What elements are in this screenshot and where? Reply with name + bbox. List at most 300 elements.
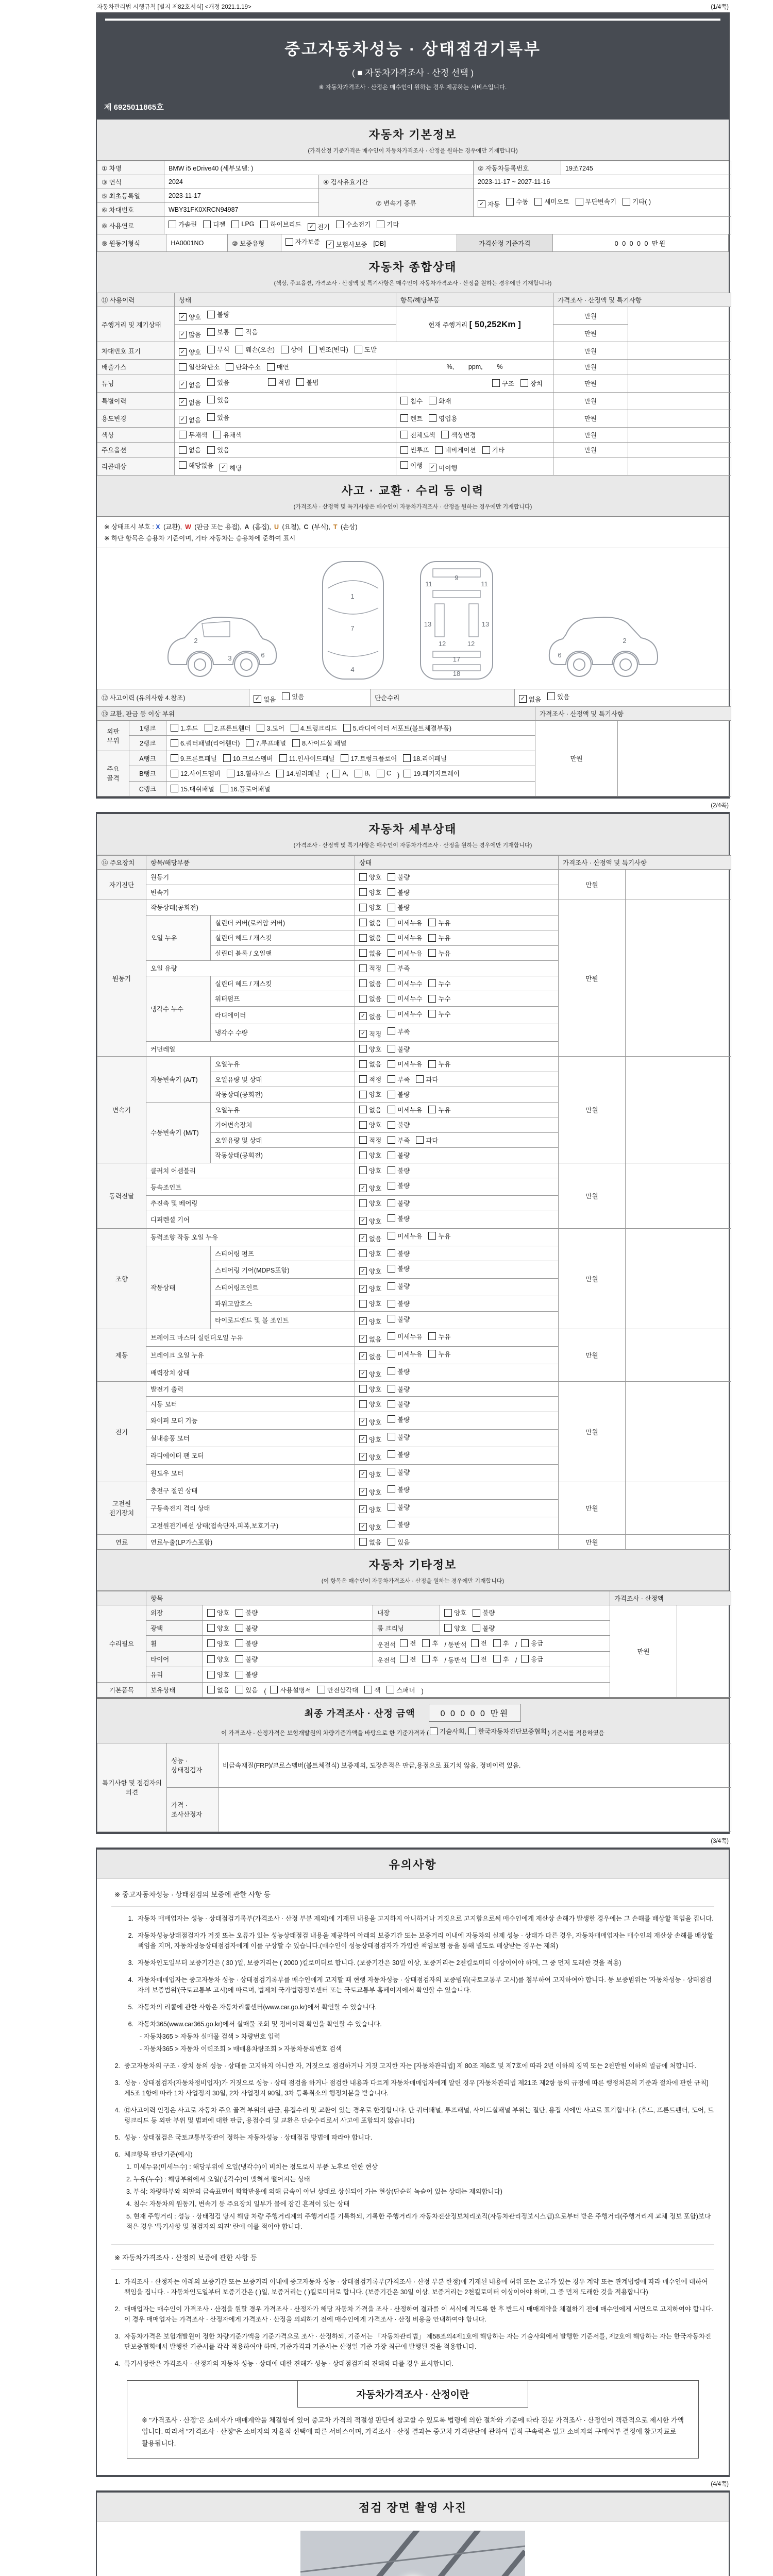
checkbox-option[interactable] [355, 345, 377, 354]
checkbox-option[interactable] [359, 1487, 381, 1497]
unchecked-checkbox-icon[interactable] [388, 934, 395, 942]
unchecked-checkbox-icon[interactable] [359, 1538, 367, 1546]
checkbox-option[interactable] [388, 1214, 410, 1223]
unchecked-checkbox-icon[interactable] [428, 919, 436, 926]
checkbox-option[interactable] [332, 770, 348, 777]
checkbox-option[interactable] [179, 362, 220, 371]
checkbox-option[interactable] [205, 723, 251, 733]
unchecked-checkbox-icon[interactable] [404, 770, 411, 777]
unchecked-checkbox-icon[interactable] [547, 692, 555, 700]
checkbox-option[interactable] [377, 219, 399, 229]
unchecked-checkbox-icon[interactable] [429, 414, 436, 422]
unchecked-checkbox-icon[interactable] [388, 1121, 395, 1129]
checkbox-option[interactable] [207, 1639, 229, 1648]
unchecked-checkbox-icon[interactable] [482, 446, 490, 454]
unchecked-checkbox-icon[interactable] [257, 724, 264, 732]
unchecked-checkbox-icon[interactable] [388, 1468, 395, 1476]
checked-checkbox-icon[interactable]: ✓ [359, 1435, 367, 1443]
checkbox-option[interactable] [359, 1150, 381, 1160]
checkbox-option[interactable] [246, 738, 286, 748]
unchecked-checkbox-icon[interactable] [207, 378, 215, 386]
checkbox-option[interactable] [388, 1198, 410, 1208]
checkbox-option[interactable] [388, 1281, 410, 1291]
checkbox-option[interactable] [203, 219, 225, 229]
checkbox-option[interactable] [428, 1231, 450, 1241]
unchecked-checkbox-icon[interactable] [207, 1639, 215, 1647]
unchecked-checkbox-icon[interactable] [428, 979, 436, 987]
checkbox-option[interactable] [359, 1399, 381, 1409]
unchecked-checkbox-icon[interactable] [388, 1075, 395, 1083]
unchecked-checkbox-icon[interactable] [207, 413, 215, 421]
checkbox-option[interactable] [471, 1654, 487, 1664]
unchecked-checkbox-icon[interactable] [236, 1609, 243, 1617]
unchecked-checkbox-icon[interactable] [359, 1045, 367, 1053]
unchecked-checkbox-icon[interactable] [236, 1624, 243, 1632]
checkbox-option[interactable] [281, 345, 303, 354]
checkbox-option[interactable] [388, 933, 422, 942]
unchecked-checkbox-icon[interactable] [429, 397, 436, 404]
unchecked-checkbox-icon[interactable] [428, 949, 436, 957]
checkbox-option[interactable] [493, 1638, 509, 1648]
checkbox-option[interactable] [326, 240, 367, 249]
checkbox-option[interactable] [359, 1417, 381, 1427]
checkbox-option[interactable] [359, 1120, 381, 1129]
checkbox-option[interactable] [179, 347, 201, 357]
checkbox-option[interactable] [359, 1284, 381, 1293]
checkbox-option[interactable] [268, 378, 290, 387]
unchecked-checkbox-icon[interactable] [236, 346, 243, 353]
checkbox-option[interactable] [404, 769, 460, 778]
unchecked-checkbox-icon[interactable] [377, 221, 384, 228]
checked-checkbox-icon[interactable]: ✓ [359, 1184, 367, 1192]
checkbox-option[interactable] [236, 1685, 258, 1694]
checkbox-option[interactable] [359, 994, 381, 1003]
checkbox-option[interactable] [429, 414, 457, 423]
checkbox-option[interactable] [296, 378, 318, 387]
unchecked-checkbox-icon[interactable] [236, 1655, 243, 1663]
unchecked-checkbox-icon[interactable] [400, 414, 408, 422]
checkbox-option[interactable] [236, 327, 258, 336]
checkbox-option[interactable] [428, 1332, 450, 1341]
checkbox-option[interactable] [388, 1384, 410, 1394]
checkbox-option[interactable] [359, 1183, 381, 1193]
checked-checkbox-icon[interactable]: ✓ [359, 1352, 367, 1360]
unchecked-checkbox-icon[interactable] [281, 346, 289, 353]
checkbox-option[interactable] [221, 784, 271, 793]
checkbox-option[interactable] [207, 345, 229, 354]
checkbox-option[interactable] [388, 1349, 422, 1359]
checked-checkbox-icon[interactable]: ✓ [179, 398, 187, 406]
checkbox-option[interactable] [428, 918, 450, 927]
unchecked-checkbox-icon[interactable] [359, 949, 367, 957]
checkbox-option[interactable] [416, 1075, 438, 1084]
checkbox-option[interactable] [223, 754, 273, 763]
unchecked-checkbox-icon[interactable] [179, 363, 187, 371]
unchecked-checkbox-icon[interactable] [473, 1609, 480, 1617]
checkbox-option[interactable] [428, 933, 450, 942]
unchecked-checkbox-icon[interactable] [428, 1106, 436, 1113]
checkbox-option[interactable] [308, 222, 330, 231]
unchecked-checkbox-icon[interactable] [296, 378, 304, 386]
unchecked-checkbox-icon[interactable] [473, 1624, 480, 1632]
checkbox-option[interactable] [400, 430, 435, 439]
checkbox-option[interactable] [359, 1384, 381, 1394]
checkbox-option[interactable] [435, 445, 476, 454]
unchecked-checkbox-icon[interactable] [388, 1433, 395, 1440]
checkbox-option[interactable] [343, 723, 451, 733]
checkbox-option[interactable] [388, 1027, 410, 1036]
unchecked-checkbox-icon[interactable] [493, 1639, 501, 1647]
checked-checkbox-icon[interactable]: ✓ [308, 223, 315, 231]
checkbox-option[interactable] [388, 918, 422, 927]
checkbox-option[interactable] [400, 1638, 416, 1648]
unchecked-checkbox-icon[interactable] [231, 221, 239, 228]
unchecked-checkbox-icon[interactable] [520, 379, 528, 387]
checkbox-option[interactable] [400, 461, 423, 470]
checkbox-option[interactable] [359, 1059, 381, 1069]
checked-checkbox-icon[interactable]: ✓ [179, 331, 187, 338]
unchecked-checkbox-icon[interactable] [207, 1655, 215, 1663]
checkbox-option[interactable] [388, 888, 410, 897]
checkbox-option[interactable] [359, 903, 381, 912]
unchecked-checkbox-icon[interactable] [205, 724, 212, 732]
unchecked-checkbox-icon[interactable] [388, 949, 395, 957]
unchecked-checkbox-icon[interactable] [388, 1300, 395, 1308]
unchecked-checkbox-icon[interactable] [388, 1136, 395, 1144]
checkbox-option[interactable] [403, 754, 447, 763]
checkbox-option[interactable] [388, 1150, 410, 1160]
unchecked-checkbox-icon[interactable] [359, 964, 367, 972]
checkbox-option[interactable] [285, 237, 320, 246]
unchecked-checkbox-icon[interactable] [623, 198, 630, 206]
checkbox-option[interactable] [207, 310, 229, 319]
checkbox-option[interactable] [359, 1166, 381, 1175]
checkbox-option[interactable] [468, 1726, 547, 1736]
checkbox-option[interactable] [359, 1216, 381, 1226]
unchecked-checkbox-icon[interactable] [388, 1027, 395, 1035]
unchecked-checkbox-icon[interactable] [359, 1400, 367, 1408]
unchecked-checkbox-icon[interactable] [359, 1075, 367, 1083]
checkbox-option[interactable] [359, 1435, 381, 1444]
unchecked-checkbox-icon[interactable] [388, 1415, 395, 1423]
checkbox-option[interactable] [422, 1654, 438, 1664]
checkbox-option[interactable] [359, 1012, 381, 1021]
checkbox-option[interactable] [171, 784, 214, 793]
checkbox-option[interactable] [359, 1075, 381, 1084]
unchecked-checkbox-icon[interactable] [359, 1060, 367, 1068]
unchecked-checkbox-icon[interactable] [226, 363, 233, 371]
unchecked-checkbox-icon[interactable] [207, 311, 215, 318]
checkbox-option[interactable] [359, 1537, 381, 1547]
unchecked-checkbox-icon[interactable] [359, 1091, 367, 1098]
unchecked-checkbox-icon[interactable] [388, 1045, 395, 1053]
checkbox-option[interactable] [623, 197, 651, 206]
checkbox-option[interactable] [359, 948, 381, 958]
unchecked-checkbox-icon[interactable] [207, 1686, 215, 1693]
checkbox-option[interactable] [359, 918, 381, 927]
checkbox-option[interactable] [428, 1009, 450, 1019]
checkbox-option[interactable] [279, 754, 335, 763]
checkbox-option[interactable] [179, 461, 213, 470]
checkbox-option[interactable] [386, 1685, 415, 1694]
checkbox-option[interactable] [179, 415, 201, 425]
checkbox-option[interactable] [179, 330, 201, 339]
checkbox-option[interactable] [478, 199, 500, 209]
unchecked-checkbox-icon[interactable] [236, 328, 243, 336]
unchecked-checkbox-icon[interactable] [416, 1075, 424, 1083]
checkbox-option[interactable] [207, 413, 229, 422]
unchecked-checkbox-icon[interactable] [268, 378, 276, 386]
checkbox-option[interactable] [521, 1654, 543, 1664]
checkbox-option[interactable] [254, 694, 276, 704]
checkbox-option[interactable] [444, 1623, 466, 1633]
unchecked-checkbox-icon[interactable] [428, 1232, 436, 1240]
checked-checkbox-icon[interactable]: ✓ [359, 1453, 367, 1461]
checkbox-option[interactable] [388, 1231, 422, 1241]
unchecked-checkbox-icon[interactable] [221, 785, 228, 792]
unchecked-checkbox-icon[interactable] [203, 221, 211, 228]
unchecked-checkbox-icon[interactable] [171, 785, 178, 792]
unchecked-checkbox-icon[interactable] [493, 1655, 501, 1663]
checkbox-option[interactable] [359, 1234, 381, 1243]
unchecked-checkbox-icon[interactable] [576, 198, 583, 206]
unchecked-checkbox-icon[interactable] [388, 904, 395, 911]
checked-checkbox-icon[interactable]: ✓ [359, 1267, 367, 1275]
unchecked-checkbox-icon[interactable] [343, 724, 351, 732]
unchecked-checkbox-icon[interactable] [236, 1671, 243, 1679]
checked-checkbox-icon[interactable]: ✓ [179, 381, 187, 388]
unchecked-checkbox-icon[interactable] [422, 1639, 430, 1647]
checkbox-option[interactable] [388, 1059, 422, 1069]
unchecked-checkbox-icon[interactable] [441, 431, 449, 438]
unchecked-checkbox-icon[interactable] [388, 1232, 395, 1240]
checkbox-option[interactable] [359, 1044, 381, 1054]
checkbox-option[interactable] [179, 445, 201, 454]
checkbox-option[interactable] [359, 1136, 381, 1145]
checkbox-option[interactable] [388, 1314, 410, 1324]
unchecked-checkbox-icon[interactable] [359, 1136, 367, 1144]
unchecked-checkbox-icon[interactable] [388, 995, 395, 1003]
checkbox-option[interactable] [282, 692, 304, 701]
checkbox-option[interactable] [400, 445, 429, 454]
unchecked-checkbox-icon[interactable] [359, 1300, 367, 1308]
checkbox-option[interactable] [207, 378, 229, 387]
unchecked-checkbox-icon[interactable] [260, 221, 268, 228]
checkbox-option[interactable] [388, 1090, 410, 1099]
unchecked-checkbox-icon[interactable] [309, 346, 317, 353]
unchecked-checkbox-icon[interactable] [207, 446, 215, 454]
checkbox-option[interactable] [359, 1369, 381, 1379]
unchecked-checkbox-icon[interactable] [400, 1639, 408, 1647]
unchecked-checkbox-icon[interactable] [355, 346, 362, 353]
unchecked-checkbox-icon[interactable] [386, 1686, 394, 1693]
unchecked-checkbox-icon[interactable] [276, 770, 284, 777]
checkbox-option[interactable] [207, 327, 229, 336]
checkbox-option[interactable] [359, 1249, 381, 1258]
unchecked-checkbox-icon[interactable] [388, 888, 395, 896]
checkbox-option[interactable] [506, 197, 528, 206]
checkbox-option[interactable] [267, 362, 289, 371]
unchecked-checkbox-icon[interactable] [341, 754, 348, 762]
unchecked-checkbox-icon[interactable] [435, 446, 443, 454]
checkbox-option[interactable] [171, 769, 221, 778]
checkbox-option[interactable] [359, 1334, 381, 1344]
unchecked-checkbox-icon[interactable] [227, 770, 234, 777]
checkbox-option[interactable] [207, 1654, 229, 1664]
unchecked-checkbox-icon[interactable] [223, 754, 231, 762]
unchecked-checkbox-icon[interactable] [207, 1609, 215, 1617]
unchecked-checkbox-icon[interactable] [359, 934, 367, 942]
checkbox-option[interactable] [341, 754, 397, 763]
unchecked-checkbox-icon[interactable] [388, 1520, 395, 1528]
checkbox-option[interactable] [220, 463, 242, 472]
checkbox-option[interactable] [388, 1467, 410, 1477]
unchecked-checkbox-icon[interactable] [207, 1671, 215, 1679]
unchecked-checkbox-icon[interactable] [282, 692, 290, 700]
unchecked-checkbox-icon[interactable] [171, 739, 178, 747]
unchecked-checkbox-icon[interactable] [388, 1010, 395, 1018]
unchecked-checkbox-icon[interactable] [207, 1624, 215, 1632]
unchecked-checkbox-icon[interactable] [388, 1367, 395, 1375]
unchecked-checkbox-icon[interactable] [388, 1450, 395, 1458]
unchecked-checkbox-icon[interactable] [388, 1265, 395, 1273]
unchecked-checkbox-icon[interactable] [506, 198, 514, 206]
checkbox-option[interactable] [270, 1685, 311, 1694]
checkbox-option[interactable] [359, 1105, 381, 1114]
checked-checkbox-icon[interactable]: ✓ [359, 1505, 367, 1513]
checked-checkbox-icon[interactable]: ✓ [359, 1418, 367, 1426]
unchecked-checkbox-icon[interactable] [388, 1538, 395, 1546]
unchecked-checkbox-icon[interactable] [270, 1686, 278, 1693]
unchecked-checkbox-icon[interactable] [428, 1332, 436, 1340]
checkbox-option[interactable] [388, 963, 410, 973]
checkbox-option[interactable] [400, 414, 423, 423]
checked-checkbox-icon[interactable]: ✓ [220, 464, 227, 471]
checkbox-option[interactable] [359, 1452, 381, 1462]
checkbox-option[interactable] [428, 994, 450, 1003]
unchecked-checkbox-icon[interactable] [291, 724, 298, 732]
checkbox-option[interactable] [428, 948, 450, 958]
checkbox-option[interactable] [213, 430, 242, 439]
checkbox-option[interactable] [359, 888, 381, 897]
unchecked-checkbox-icon[interactable] [400, 446, 408, 454]
unchecked-checkbox-icon[interactable] [359, 1106, 367, 1113]
checkbox-option[interactable] [292, 738, 346, 748]
checkbox-option[interactable] [309, 345, 348, 354]
checked-checkbox-icon[interactable]: ✓ [179, 313, 187, 321]
checked-checkbox-icon[interactable]: ✓ [326, 241, 334, 248]
checkbox-option[interactable] [207, 1670, 229, 1679]
unchecked-checkbox-icon[interactable] [428, 995, 436, 1003]
unchecked-checkbox-icon[interactable] [388, 1166, 395, 1174]
unchecked-checkbox-icon[interactable] [492, 379, 500, 387]
unchecked-checkbox-icon[interactable] [388, 1332, 395, 1340]
checked-checkbox-icon[interactable]: ✓ [254, 695, 261, 703]
checkbox-option[interactable] [207, 395, 229, 404]
checkbox-option[interactable] [400, 396, 423, 405]
unchecked-checkbox-icon[interactable] [444, 1609, 452, 1617]
unchecked-checkbox-icon[interactable] [267, 363, 275, 371]
checkbox-option[interactable] [359, 963, 381, 973]
unchecked-checkbox-icon[interactable] [359, 1166, 367, 1174]
unchecked-checkbox-icon[interactable] [359, 995, 367, 1003]
checked-checkbox-icon[interactable]: ✓ [478, 200, 485, 208]
checkbox-option[interactable] [388, 872, 410, 882]
checkbox-option[interactable] [179, 430, 207, 439]
checkbox-option[interactable] [359, 1029, 381, 1039]
unchecked-checkbox-icon[interactable] [377, 770, 384, 777]
unchecked-checkbox-icon[interactable] [400, 461, 408, 469]
checkbox-option[interactable] [359, 979, 381, 988]
checkbox-option[interactable] [226, 362, 260, 371]
checkbox-option[interactable] [492, 379, 514, 388]
checkbox-option[interactable] [388, 1537, 410, 1547]
checkbox-option[interactable] [388, 1415, 410, 1424]
unchecked-checkbox-icon[interactable] [236, 1639, 243, 1647]
checkbox-option[interactable] [388, 994, 422, 1003]
checkbox-option[interactable] [428, 1059, 450, 1069]
checkbox-option[interactable] [388, 1009, 422, 1019]
checkbox-option[interactable] [388, 1399, 410, 1409]
unchecked-checkbox-icon[interactable] [388, 1315, 395, 1323]
checkbox-option[interactable] [388, 1450, 410, 1459]
unchecked-checkbox-icon[interactable] [534, 198, 542, 206]
unchecked-checkbox-icon[interactable] [471, 1655, 479, 1663]
unchecked-checkbox-icon[interactable] [422, 1655, 430, 1663]
checkbox-option[interactable] [207, 445, 229, 454]
checkbox-option[interactable] [171, 754, 217, 763]
unchecked-checkbox-icon[interactable] [428, 1060, 436, 1068]
unchecked-checkbox-icon[interactable] [359, 1121, 367, 1129]
checkbox-option[interactable] [388, 1181, 410, 1190]
checked-checkbox-icon[interactable]: ✓ [359, 1470, 367, 1478]
checkbox-option[interactable] [171, 723, 198, 733]
checkbox-option[interactable] [388, 1044, 410, 1054]
checkbox-option[interactable] [388, 1136, 410, 1145]
unchecked-checkbox-icon[interactable] [521, 1639, 529, 1647]
checkbox-option[interactable] [493, 1654, 509, 1664]
checked-checkbox-icon[interactable]: ✓ [429, 464, 436, 471]
checkbox-option[interactable] [207, 1685, 229, 1694]
checkbox-option[interactable] [388, 1299, 410, 1308]
checkbox-option[interactable] [534, 197, 569, 206]
unchecked-checkbox-icon[interactable] [359, 1151, 367, 1159]
unchecked-checkbox-icon[interactable] [355, 770, 362, 777]
checkbox-option[interactable] [359, 1090, 381, 1099]
unchecked-checkbox-icon[interactable] [388, 1106, 395, 1113]
unchecked-checkbox-icon[interactable] [171, 770, 178, 777]
unchecked-checkbox-icon[interactable] [359, 873, 367, 881]
checkbox-option[interactable] [388, 903, 410, 912]
checkbox-option[interactable] [236, 1654, 258, 1664]
unchecked-checkbox-icon[interactable] [292, 739, 300, 747]
unchecked-checkbox-icon[interactable] [388, 1503, 395, 1511]
unchecked-checkbox-icon[interactable] [468, 1727, 476, 1735]
unchecked-checkbox-icon[interactable] [388, 1151, 395, 1159]
checkbox-option[interactable] [428, 1105, 450, 1114]
checkbox-option[interactable] [576, 197, 616, 206]
unchecked-checkbox-icon[interactable] [279, 754, 287, 762]
unchecked-checkbox-icon[interactable] [332, 770, 340, 777]
checkbox-option[interactable] [388, 948, 422, 958]
checkbox-option[interactable] [359, 1317, 381, 1326]
checkbox-option[interactable] [227, 769, 271, 778]
checked-checkbox-icon[interactable]: ✓ [359, 1285, 367, 1293]
checkbox-option[interactable] [336, 219, 371, 229]
unchecked-checkbox-icon[interactable] [388, 1214, 395, 1222]
unchecked-checkbox-icon[interactable] [317, 1686, 325, 1693]
checkbox-option[interactable] [207, 1608, 229, 1617]
